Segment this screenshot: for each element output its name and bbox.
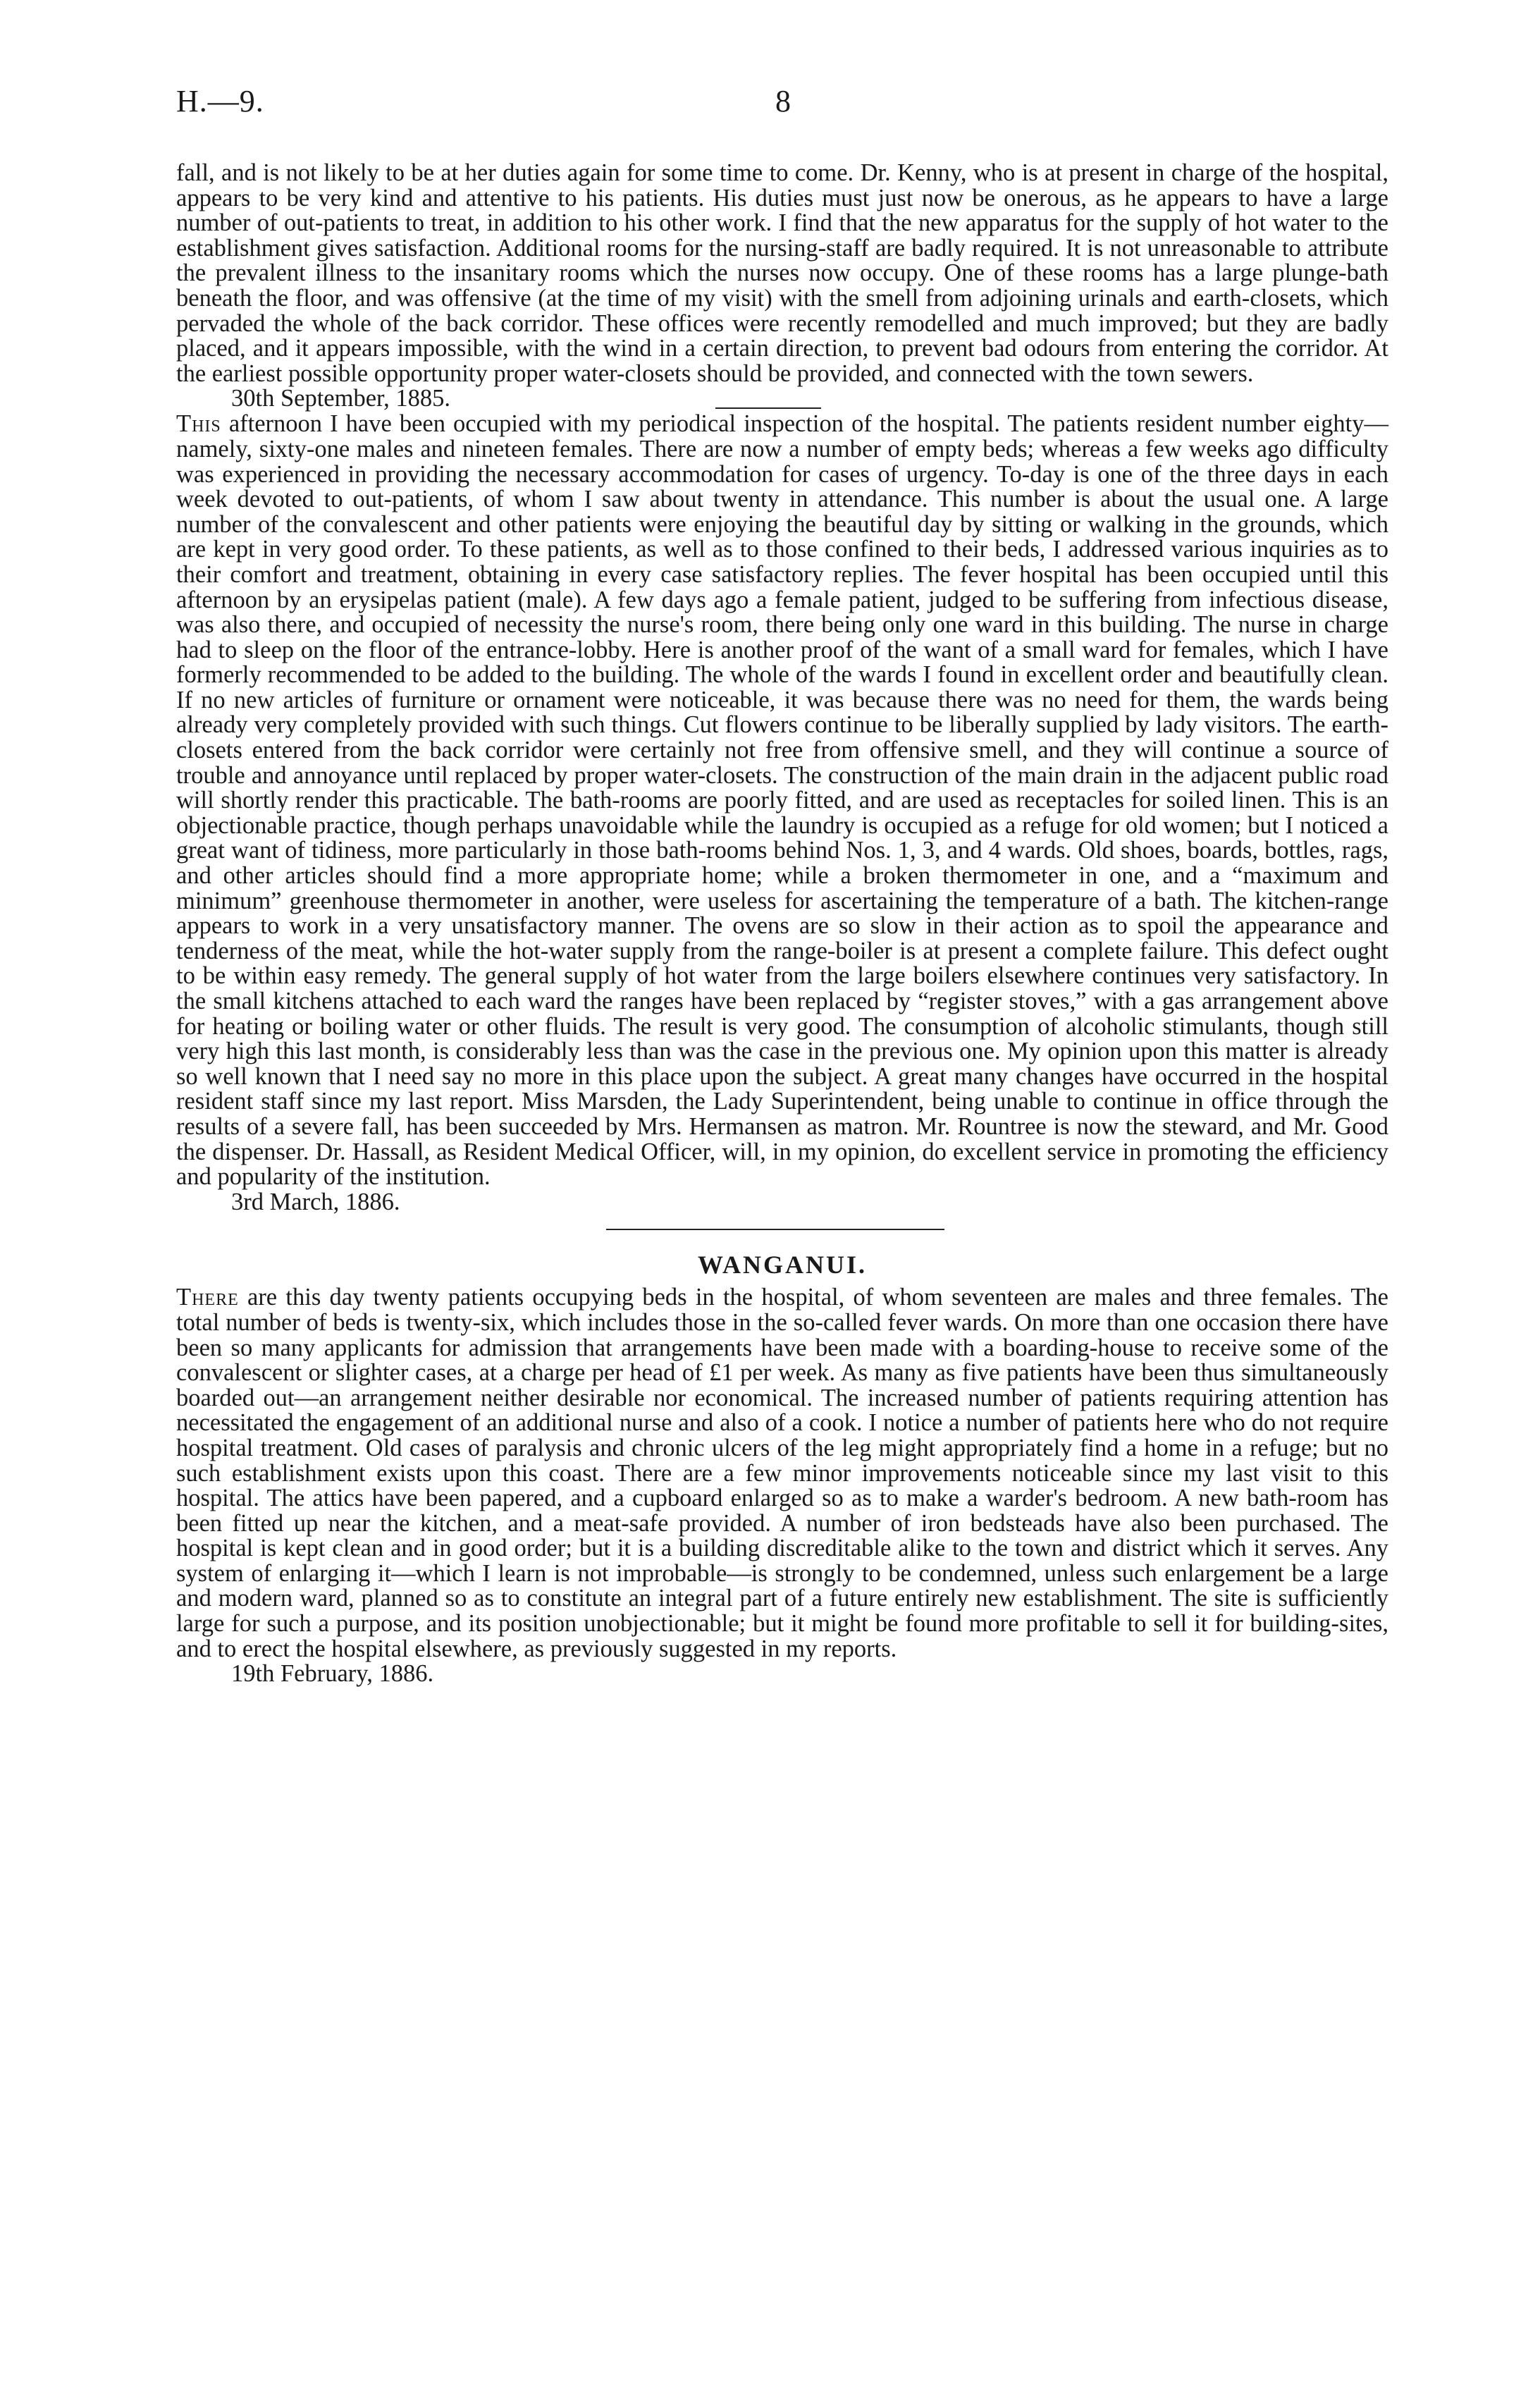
paragraph-text: are this day twenty patients occupying beds in the hospital, of whom seventeen are males and three females. The total number of beds is twenty-six, which includes those in the so-called fever wards. On more than one occasion there have been so many applicants for admission that arrangements have been made with a boarding-house to receive some of the convalescent or slighter cases, at a charge per head of £1 per week. As many as five patients have been thus simultaneously boarded out—an arrangement neither desirable nor economical. The increased number of patients requiring attention has necessitated the engagement of an additional nurse and also of a cook. I notice a number of patients here who do not require hospital treatment. Old cases of paralysis and chronic ulcers of the leg might appropriately find a home in a refuge; but no such establishment exists upon this coast. There are a few minor improvements noticeable since my last visit to this hospital. The attics have been papered, and a cupboard enlarged so as to make a warder's bedroom. A new bath-room has been fitted up near the kitchen, and a meat-safe provided. A number of iron bedsteads have also been purchased. The hospital is kept clean and in good order; but it is a building discreditable alike to the town and district which it serves. Any system of enlarging it—which I learn is not improbable—is strongly to be condemned, unless such enlargement be a large and modern ward, planned so as to constitute an integral part of a future entirely new establishment. The site is sufficiently large for such a purpose, and its position unobjectionable; but it might be found more profitable to sell it for building-sites, and to erect the hospital elsewhere, as previously suggested in my reports. — [176, 1284, 1388, 1662]
section-title: WANGANUI. — [697, 1251, 867, 1279]
dateline: 19th February, 1886. — [231, 1660, 434, 1688]
paragraph-text: afternoon I have been occupied with my periodical inspection of the hospital. The patients resident number eighty—namely, sixty-one males and nineteen females. There are now a number of empty beds; whereas a few weeks ago difficulty was experienced in providing the necessary accommodation for cases of urgency. To-day is one of the three days in each week devoted to out-patients, of whom I saw about twenty in attendance. This number is about the usual one. A large number of the convalescent and other patients were enjoying the beautiful day by sitting or walking in the grounds, which are kept in very good order. To these patients, as well as to those confined to their beds, I addressed various inquiries as to their comfort and treatment, obtaining in every case satisfactory replies. The fever hospital has been occupied until this afternoon by an erysipelas patient (male). A few days ago a female patient, judged to be suffering from infectious disease, was also there, and occupied of necessity the nurse's room, there being only one ward in this building. The nurse in charge had to sleep on the floor of the entrance-lobby. Here is another proof of the want of a small ward for females, which I have formerly recommended to be added to the building. The whole of the wards I found in excellent order and beautifully clean. If no new articles of furniture or ornament were noticeable, it was because there was no need for them, the wards being already very completely provided with such things. Cut flowers continue to be liberally supplied by lady visitors. The earth-closets entered from the back corridor were certainly not free from offensive smell, and they will continue a source of trouble and annoyance until replaced by proper water-closets. The construction of the main drain in the adjacent public road will shortly render this practicable. The bath-rooms are poorly fitted, and are used as receptacles for soiled linen. This is an objectionable practice, though perhaps unavoidable while the laundry is occupied as a refuge for old women; but I noticed a great want of tidiness, more particularly in those bath-rooms behind Nos. 1, 3, and 4 wards. Old shoes, boards, bottles, rags, and other articles should find a more appropriate home; while a broken thermometer in one, and a “maximum and minimum” greenhouse thermometer in another, were useless for ascertaining the temperature of a bath. The kitchen-range appears to work in a very unsatisfactory manner. The ovens are so slow in their action as to spoil the appearance and tenderness of the meat, while the hot-water supply from the range-boiler is at present a complete failure. This defect ought to be within easy remedy. The general supply of hot water from the large boilers elsewhere continues very satisfactory. In the small kitchens attached to each ward the ranges have been replaced by “register stoves,” with a gas arrangement above for heating or boiling water or other fluids. The result is very good. The consumption of alcoholic stimulants, though still very high this last month, is considerably less than was the case in the previous one. My opinion upon this matter is already so well known that I need say no more in this place upon the subject. A great many changes have occurred in the hospital resident staff since my last report. Miss Marsden, the Lady Superintendent, being unable to continue in office through the results of a severe fall, has been succeeded by Mrs. Hermansen as matron. Mr. Rountree is now the steward, and Mr. Good the dispenser. Dr. Hassall, as Resident Medical Officer, will, in my opinion, do excellent service in promoting the efficiency and popularity of the institution. — [176, 410, 1388, 1191]
page-header — [176, 83, 1388, 125]
dateline-row — [176, 386, 1388, 412]
page-number: 8 — [775, 84, 791, 118]
dateline: 3rd March, 1886. — [231, 1188, 400, 1215]
report-paragraph — [176, 412, 1388, 1189]
dateline: 30th September, 1885. — [231, 385, 450, 412]
section-divider-short — [715, 407, 821, 409]
paragraph-continued: fall, and is not likely to be at her duties again for some time to come. Dr. Kenny, who is at present in charge of the hospital, appears to be very kind and attentive to his patients. His duties must just now be onerous, as he appears to have a large number of out-patients to treat, in addition to his other work. I find that the new apparatus for the supply of hot water to the establishment gives satisfaction. Additional rooms for the nursing-staff are badly required. It is not unreasonable to attribute the prevalent illness to the insanitary rooms which the nurses now occupy. One of these rooms has a large plunge-bath beneath the floor, and was offensive (at the time of my visit) with the smell from adjoining urinals and earth-closets, which pervaded the whole of the back corridor. These offices were recently remodelled and much improved; but they are badly placed, and it appears impossible, with the wind in a certain direction, to prevent bad odours from entering the corridor. At the earliest possible opportunity proper water-closets should be provided, and connected with the town sewers. — [176, 159, 1388, 387]
paragraph-lead-word: This — [176, 410, 221, 438]
report-paragraph — [176, 1285, 1388, 1662]
document-reference: H.—9. — [176, 84, 264, 118]
section-divider-long — [606, 1229, 944, 1230]
document-body — [176, 161, 1388, 1687]
paragraph-lead-word: There — [176, 1284, 239, 1311]
